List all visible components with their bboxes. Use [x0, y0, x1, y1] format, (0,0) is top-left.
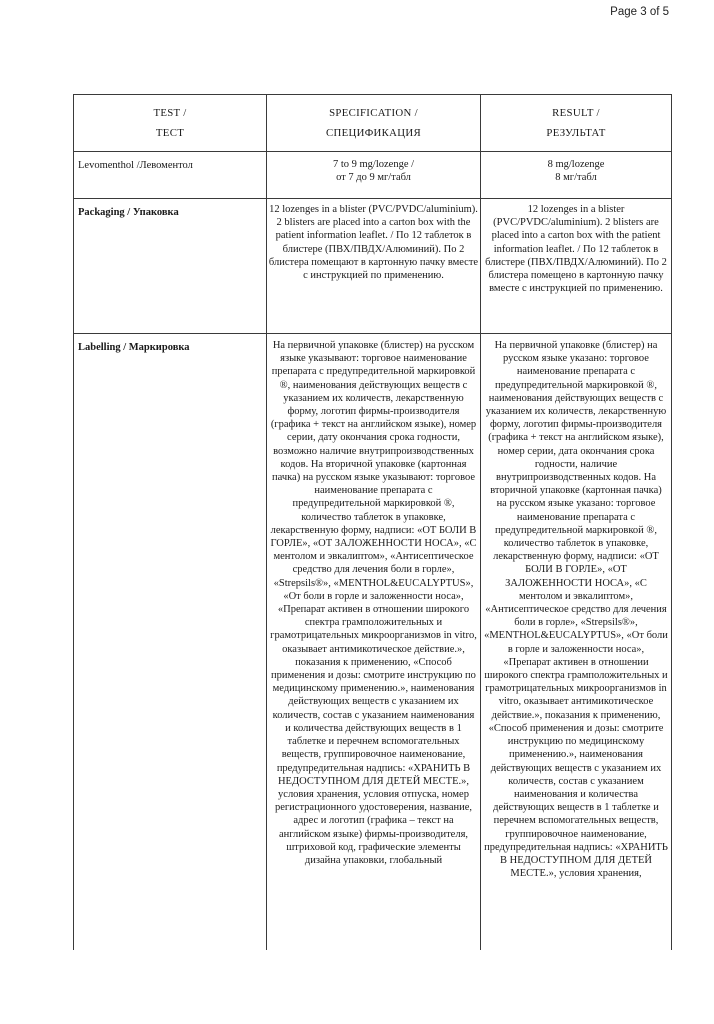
table-row-levomenthol [74, 152, 672, 199]
result-levomenthol [481, 152, 672, 199]
test-levomenthol: Levomenthol /Левоментол [74, 152, 267, 199]
header-spec-en: SPECIFICATION / [329, 107, 418, 119]
spec-levomenthol-ru: от 7 до 9 мг/табл [336, 172, 411, 184]
header-specification [267, 95, 481, 152]
result-levomenthol-en: 8 mg/lozenge [547, 159, 605, 170]
header-row [74, 95, 672, 152]
spec-levomenthol [267, 152, 481, 199]
test-packaging: Packaging / Упаковка [74, 199, 267, 334]
header-test-en: TEST / [153, 107, 187, 119]
spec-packaging [267, 199, 481, 334]
header-result-en: RESULT / [552, 107, 600, 119]
page-number: Page 3 of 5 [610, 6, 669, 18]
test-labelling: Labelling / Маркировка [74, 334, 267, 951]
result-labelling-text: На первичной упаковке (блистер) на русском языке указано: торговое наименование препарата с предупредительной маркировкой ®, наименования действующих веществ с указанием их количеств, лекарственную форму, логотип фирмы-производителя (графика + текст на английском языке), номер серии, дата окончания срока годности, наличие внутрипроизводственных кодов. На вторичной упаковке (картонная пачка) на русском языке указано: торговое наименование препарата с предупредительной маркировкой ®, количество таблеток в упаковке, лекарственную форму, надписи: «ОТ БОЛИ В ГОРЛЕ», «ОТ ЗАЛОЖЕННОСТИ НОСА», «С ментолом и эвкалиптом», «Антисептическое средство для лечения боли в горле», «Strepsils®», «MENTHOL&EUCALYPTUS», «От боли в горле и заложенности носа», «Препарат активен в отношении широкого спектра грамположительных и грамотрицательных микроорганизмов in vitro, оказывает антимикотическое действие.», показания к применению, «Способ применения и дозы: смотрите инструкцию по медицинскому применению.», наименования действующих веществ с указанием их количеств, состав с указанием наименования и количества действующих веществ в 1 таблетке и перечнем вспомогательных веществ, группировочное наименование, предупредительная надпись: «ХРАНИТЬ В НЕДОСТУПНОМ ДЛЯ ДЕТЕЙ МЕСТЕ.», условия хранения, [484, 340, 668, 880]
result-levomenthol-ru: 8 мг/табл [555, 172, 597, 184]
specification-table [73, 94, 672, 950]
table-row-labelling [74, 334, 672, 951]
result-labelling [481, 334, 672, 951]
result-packaging-text: 12 lozenges in a blister (PVC/PVDC/aluminium). 2 blisters are placed into a carton box with the patient information leaflet. / По 12 таблеток в блистере (ПВХ/ПВДХ/Алюминий). По 2 блистера помещено в картонную пачку вместе с инструкцией по применению. [485, 204, 667, 295]
result-packaging [481, 199, 672, 334]
header-spec-ru: СПЕЦИФИКАЦИЯ [326, 127, 421, 139]
header-test-ru: ТЕСТ [155, 127, 185, 139]
spec-labelling-text: На первичной упаковке (блистер) на русском языке указывают: торговое наименование препарата с предупредительной маркировкой ®, наименования действующих веществ с указанием их количеств, лекарственную форму, логотип фирмы-производителя (графика + текст на английском языке), номер серии, дату окончания срока годности, возможно наличие внутрипроизводственных кодов. На вторичной упаковке (картонная пачка) на русском языке указывают: торговое наименование препарата с предупредительной маркировкой ®, количество таблеток в упаковке, лекарственную форму, надписи: «ОТ БОЛИ В ГОРЛЕ», «ОТ ЗАЛОЖЕННОСТИ НОСА», «С ментолом и эвкалиптом», «Антисептическое средство для лечения боли в горле», «Strepsils®», «MENTHOL&EUCALYPTUS», «От боли в горле и заложенности носа», «Препарат активен в отношении широкого спектра грамположительных и грамотрицательных микроорганизмов in vitro, оказывает антимикотическое действие.», показания к применению, «Способ применения и дозы: смотрите инструкцию по медицинскому применению.», наименования действующих веществ с указанием их количеств, состав с указанием наименования и количества действующих веществ в 1 таблетке и перечнем вспомогательных веществ, группировочное наименование, предупредительная надпись: «ХРАНИТЬ В НЕДОСТУПНОМ ДЛЯ ДЕТЕЙ МЕСТЕ.», условия хранения, условия отпуска, номер регистрационного удостоверения, название, адрес и логотип (графика – текст на английском языке) фирмы-производителя, штриховой код, графические элементы дизайна упаковки, глобальный [270, 340, 477, 866]
header-result-ru: РЕЗУЛЬТАТ [546, 127, 606, 139]
spec-packaging-text: 12 lozenges in a blister (PVC/PVDC/aluminium). 2 blisters are placed into a carton box with the patient information leaflet. / По 12 таблеток в блистере (ПВХ/ПВДХ/Алюминий). По 2 блистера помещают в картонную пачку вместе с инструкцией по применению. [268, 204, 479, 282]
header-test [74, 95, 267, 152]
spec-levomenthol-en: 7 to 9 mg/lozenge / [332, 159, 415, 170]
table-row-packaging [74, 199, 672, 334]
header-result [481, 95, 672, 152]
spec-labelling [267, 334, 481, 951]
